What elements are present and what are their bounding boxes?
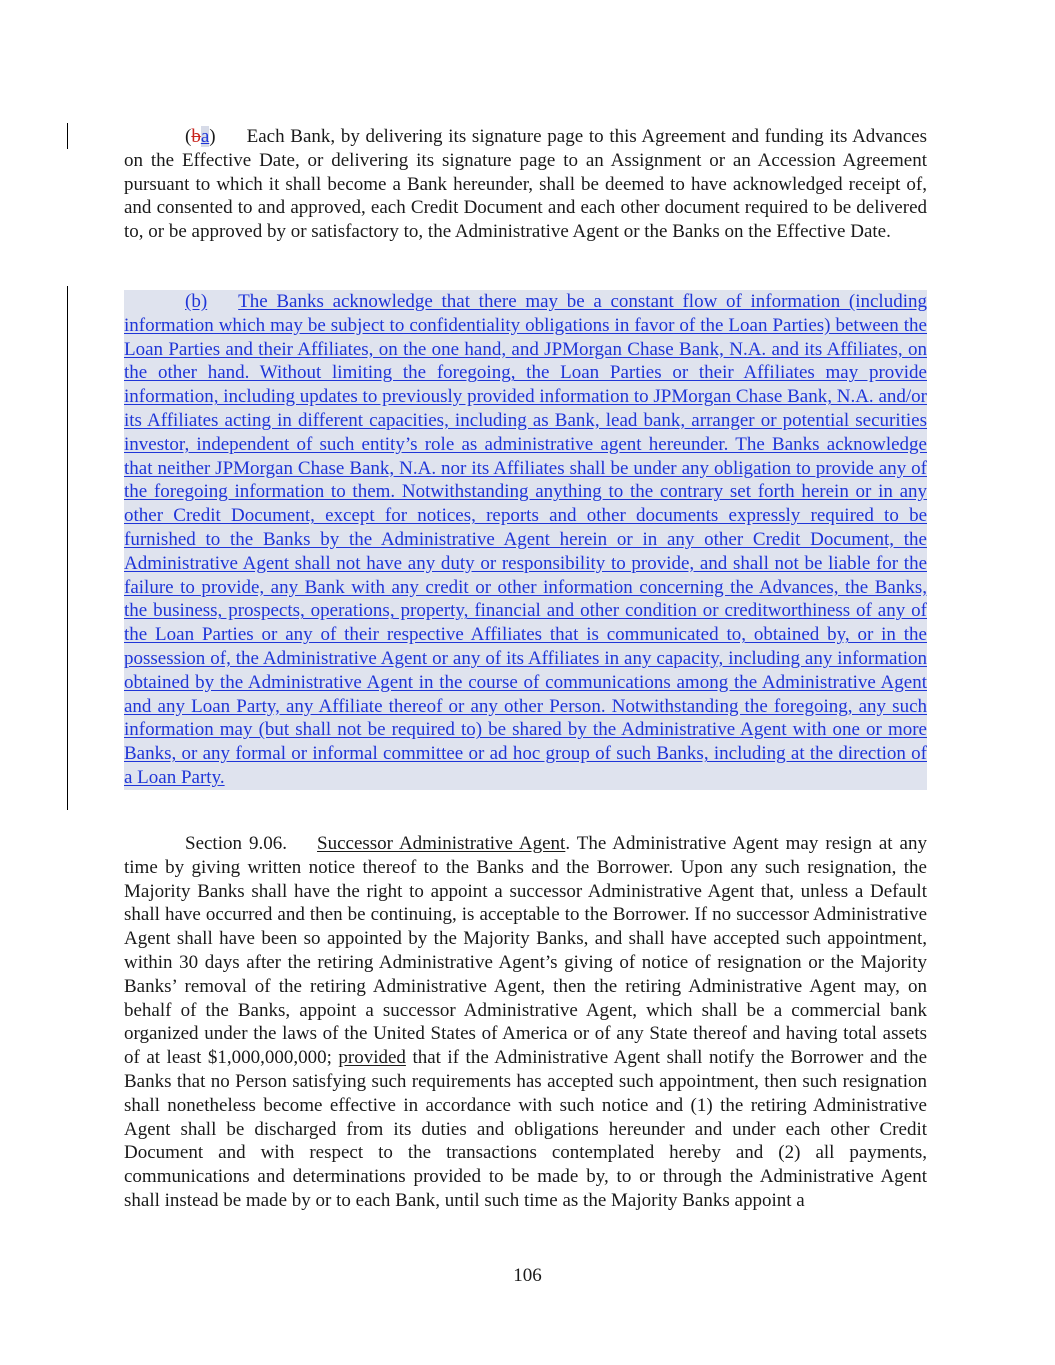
section-text-2: that if the Administrative Agent shall notify the Borrower and the Banks that no Person satisfying such requirements has accepted such appointment, then such resignation shall nonetheless become effective in accordance with such notice and (1) the retiring Administrative Agent shall be discharged from its duties and obligations hereunder and under each other Credit Document and with respect to the transactions contemplated hereby and (2) all payments, communications and determinations provided to be made by, to or through the Administrative Agent shall instead be made by or to each Bank, until such time as the Majority Banks appoint a: [124, 1047, 927, 1211]
paragraph-a-label: (ba): [185, 126, 216, 147]
paragraph-b-inserted: [124, 290, 927, 790]
section-number: Section 9.06.: [185, 833, 288, 854]
inserted-label-letter: a: [200, 126, 210, 147]
page-number: 106: [513, 1265, 542, 1286]
paragraph-a: [124, 125, 927, 244]
paragraph-a-text: Each Bank, by delivering its signature page to this Agreement and funding its Advances on the Effective Date, or delivering its signature page to an Assignment or an Accession Agreement pursuant to which it shall become a Bank hereunder, shall be deemed to have acknowledged receipt of, and consented to and approved, each Credit Document and each other document required to be delivered to, or be approved by or satisfactory to, the Administrative Agent or the Banks on the Effective Date.: [124, 126, 927, 243]
proviso-term: provided: [338, 1047, 406, 1069]
change-bar-b: [67, 286, 68, 810]
paragraph-b-text: The Banks acknowledge that there may be a constant flow of information (including information which may be subject to confidentiality obligations in favor of the Loan Parties) between the Loan Parties and their Affiliates, on the one hand, and JPMorgan Chase Bank, N.A. and its Affiliates, on the other hand. Without limiting the foregoing, the Loan Parties or their Affiliates may provide information, including updates to previously provided information to JPMorgan Chase Bank, N.A. and/or its Affiliates acting in different capacities, including as Bank, lead bank, arranger or potential securities investor, independent of such entity’s role as administrative agent hereunder. The Banks acknowledge that neither JPMorgan Chase Bank, N.A. nor its Affiliates shall be under any obligation to provide any of the foregoing information to them. Notwithstanding anything to the contrary set forth herein or in any other Credit Document, except for notices, reports and other documents expressly required to be furnished to the Banks by the Administrative Agent herein or in any other Credit Document, the Administrative Agent shall not have any duty or responsibility to provide, and shall not be liable for the failure to provide, any Bank with any credit or other information concerning the Advances, the Banks, the business, prospects, operations, property, financial and other condition or creditworthiness of any of the Loan Parties or any of their respective Affiliates that is communicated to, obtained by, or in the possession of, the Administrative Agent or any of its Affiliates in any capacity, including any information obtained by the Administrative Agent in the course of communications among the Administrative Agent and any Loan Party, any Affiliate thereof or any other Person. Notwithstanding the foregoing, any such information may (but shall not be required to) be shared by the Administrative Agent with one or more Banks, or any formal or informal committee or ad hoc group of such Banks, including at the direction of a Loan Party.: [124, 291, 927, 788]
section-text-1: . The Administrative Agent may resign at any time by giving written notice thereof to the Banks and the Borrower. Upon any such resignation, the Majority Banks shall have the right to appoint a successor Administrative Agent that, unless a Default shall have occurred and then be continuing, is acceptable to the Borrower. If no successor Administrative Agent shall have been so appointed by the Majority Banks, and shall have accepted such appointment, within 30 days after the retiring Administrative Agent’s giving of notice of resignation or the Majority Banks’ removal of the retiring Administrative Agent, then the retiring Administrative Agent may, on behalf of the Banks, appoint a successor Administrative Agent, which shall be a commercial bank organized under the laws of the United States of America or of any State thereof and having total assets of at least $1,000,000,000;: [124, 833, 927, 1069]
section-heading: Successor Administrative Agent: [317, 833, 566, 854]
section-9-06: [124, 832, 927, 1213]
paragraph-b-label: (b): [185, 291, 208, 312]
change-bar-a: [67, 123, 68, 149]
deleted-label-letter: b: [191, 126, 201, 147]
